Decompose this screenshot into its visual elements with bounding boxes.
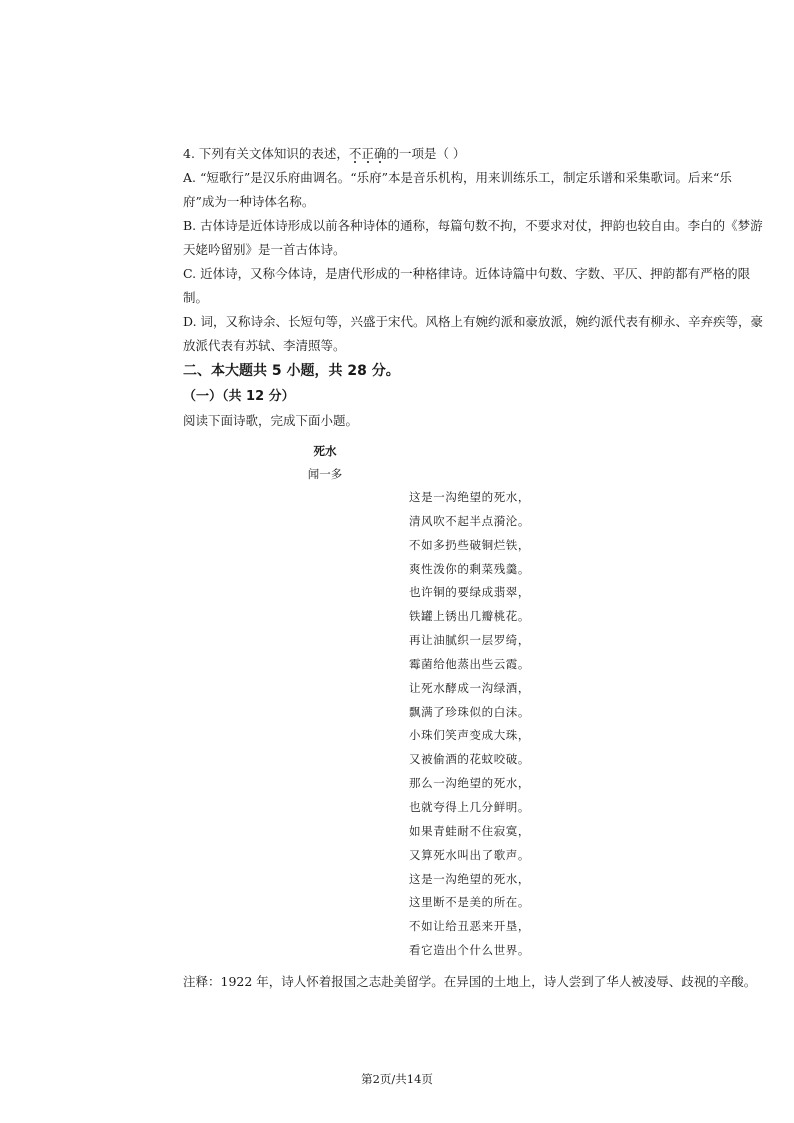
poem-line: 如果青蛙耐不住寂寞， [409,823,530,838]
option-c-line-2: 制。 [183,290,209,305]
poem-line: 不如让给丑恶来开垦， [409,919,530,934]
poem-line: 铁罐上锈出几瓣桃花。 [409,609,530,624]
question-stem-text: 4. 下列有关文体知识的表述， [183,146,349,161]
poem-line: 看它造出个什么世界。 [409,943,530,958]
option-c-line-1: C. 近体诗，又称今体诗，是唐代形成的一种格律诗。近体诗篇中句数、字数、平仄、押韵都有严格的限 [183,266,751,281]
option-c [183,262,773,310]
option-a-line-2: 府”成为一种诗体名称。 [183,194,315,209]
question-stem-emphasis [349,146,387,161]
question-stem-tail: 的一项是（ ） [386,146,466,161]
poem-author: 闻一多 [307,467,343,481]
option-b-line-2: 天姥吟留别》是一首古体诗。 [183,242,346,257]
poem-line: 让死水酵成一沟绿酒， [409,680,530,695]
option-b [183,214,773,262]
poem-line: 飘满了珍珠似的白沫。 [409,704,530,719]
poem-title: 死水 [313,444,337,458]
poem-line: 也就夸得上几分鲜明。 [409,799,530,814]
poem-line: 也许铜的要绿成翡翠， [409,585,530,600]
poem [0,440,794,958]
question-block [183,142,773,433]
poem-line: 爽性泼你的剩菜残羹。 [409,561,530,576]
reading-instruction: 阅读下面诗歌，完成下面小题。 [183,413,359,428]
poem-note: 注释：1922 年，诗人怀着报国之志赴美留学。在异国的土地上，诗人尝到了华人被凌辱、歧视的辛酸。 [183,974,757,989]
emphasis-char: 正 [361,146,374,161]
question-stem [183,142,773,166]
option-a [183,166,773,214]
poem-line: 清风吹不起半点漪沦。 [409,513,530,528]
poem-line: 那么一沟绝望的死水， [409,776,530,791]
poem-line: 再让油腻织一层罗绮， [409,633,530,648]
subsection-heading: （一）（共 12 分） [183,389,295,404]
poem-line: 这是一沟绝望的死水， [409,871,530,886]
poem-line: 小珠们笑声变成大珠， [409,728,530,743]
option-a-line-1: A. “短歌行”是汉乐府曲调名。“乐府”本是音乐机构，用来训练乐工，制定乐谱和采集歌词。后来“乐 [183,170,732,185]
option-b-line-1: B. 古体诗是近体诗形成以前各种诗体的通称，每篇句数不拘，不要求对仗，押韵也较自由。李白的《梦游 [183,218,763,233]
option-d [183,310,773,358]
poem-line: 又被偷酒的花蚊咬破。 [409,752,530,767]
poem-line: 不如多扔些破铜烂铁， [409,537,530,552]
option-d-line-2: 放派代表有苏轼、李清照等。 [183,338,346,353]
page-number: 第2页/共14页 [361,1072,433,1086]
section-heading: 二、本大题共 5 小题，共 28 分。 [183,363,400,379]
poem-line: 这是一沟绝望的死水， [409,490,530,504]
emphasis-char: 确 [373,146,387,161]
emphasis-char: 不 [348,146,362,161]
poem-lines [409,486,530,963]
option-d-line-1: D. 词，又称诗余、长短句等，兴盛于宋代。风格上有婉约派和豪放派，婉约派代表有柳永、辛弃疾等，豪 [183,314,764,329]
poem-line: 这里断不是美的所在。 [409,895,530,910]
poem-line: 又算死水叫出了歌声。 [409,847,530,862]
poem-line: 霉菌给他蒸出些云霞。 [409,656,530,671]
